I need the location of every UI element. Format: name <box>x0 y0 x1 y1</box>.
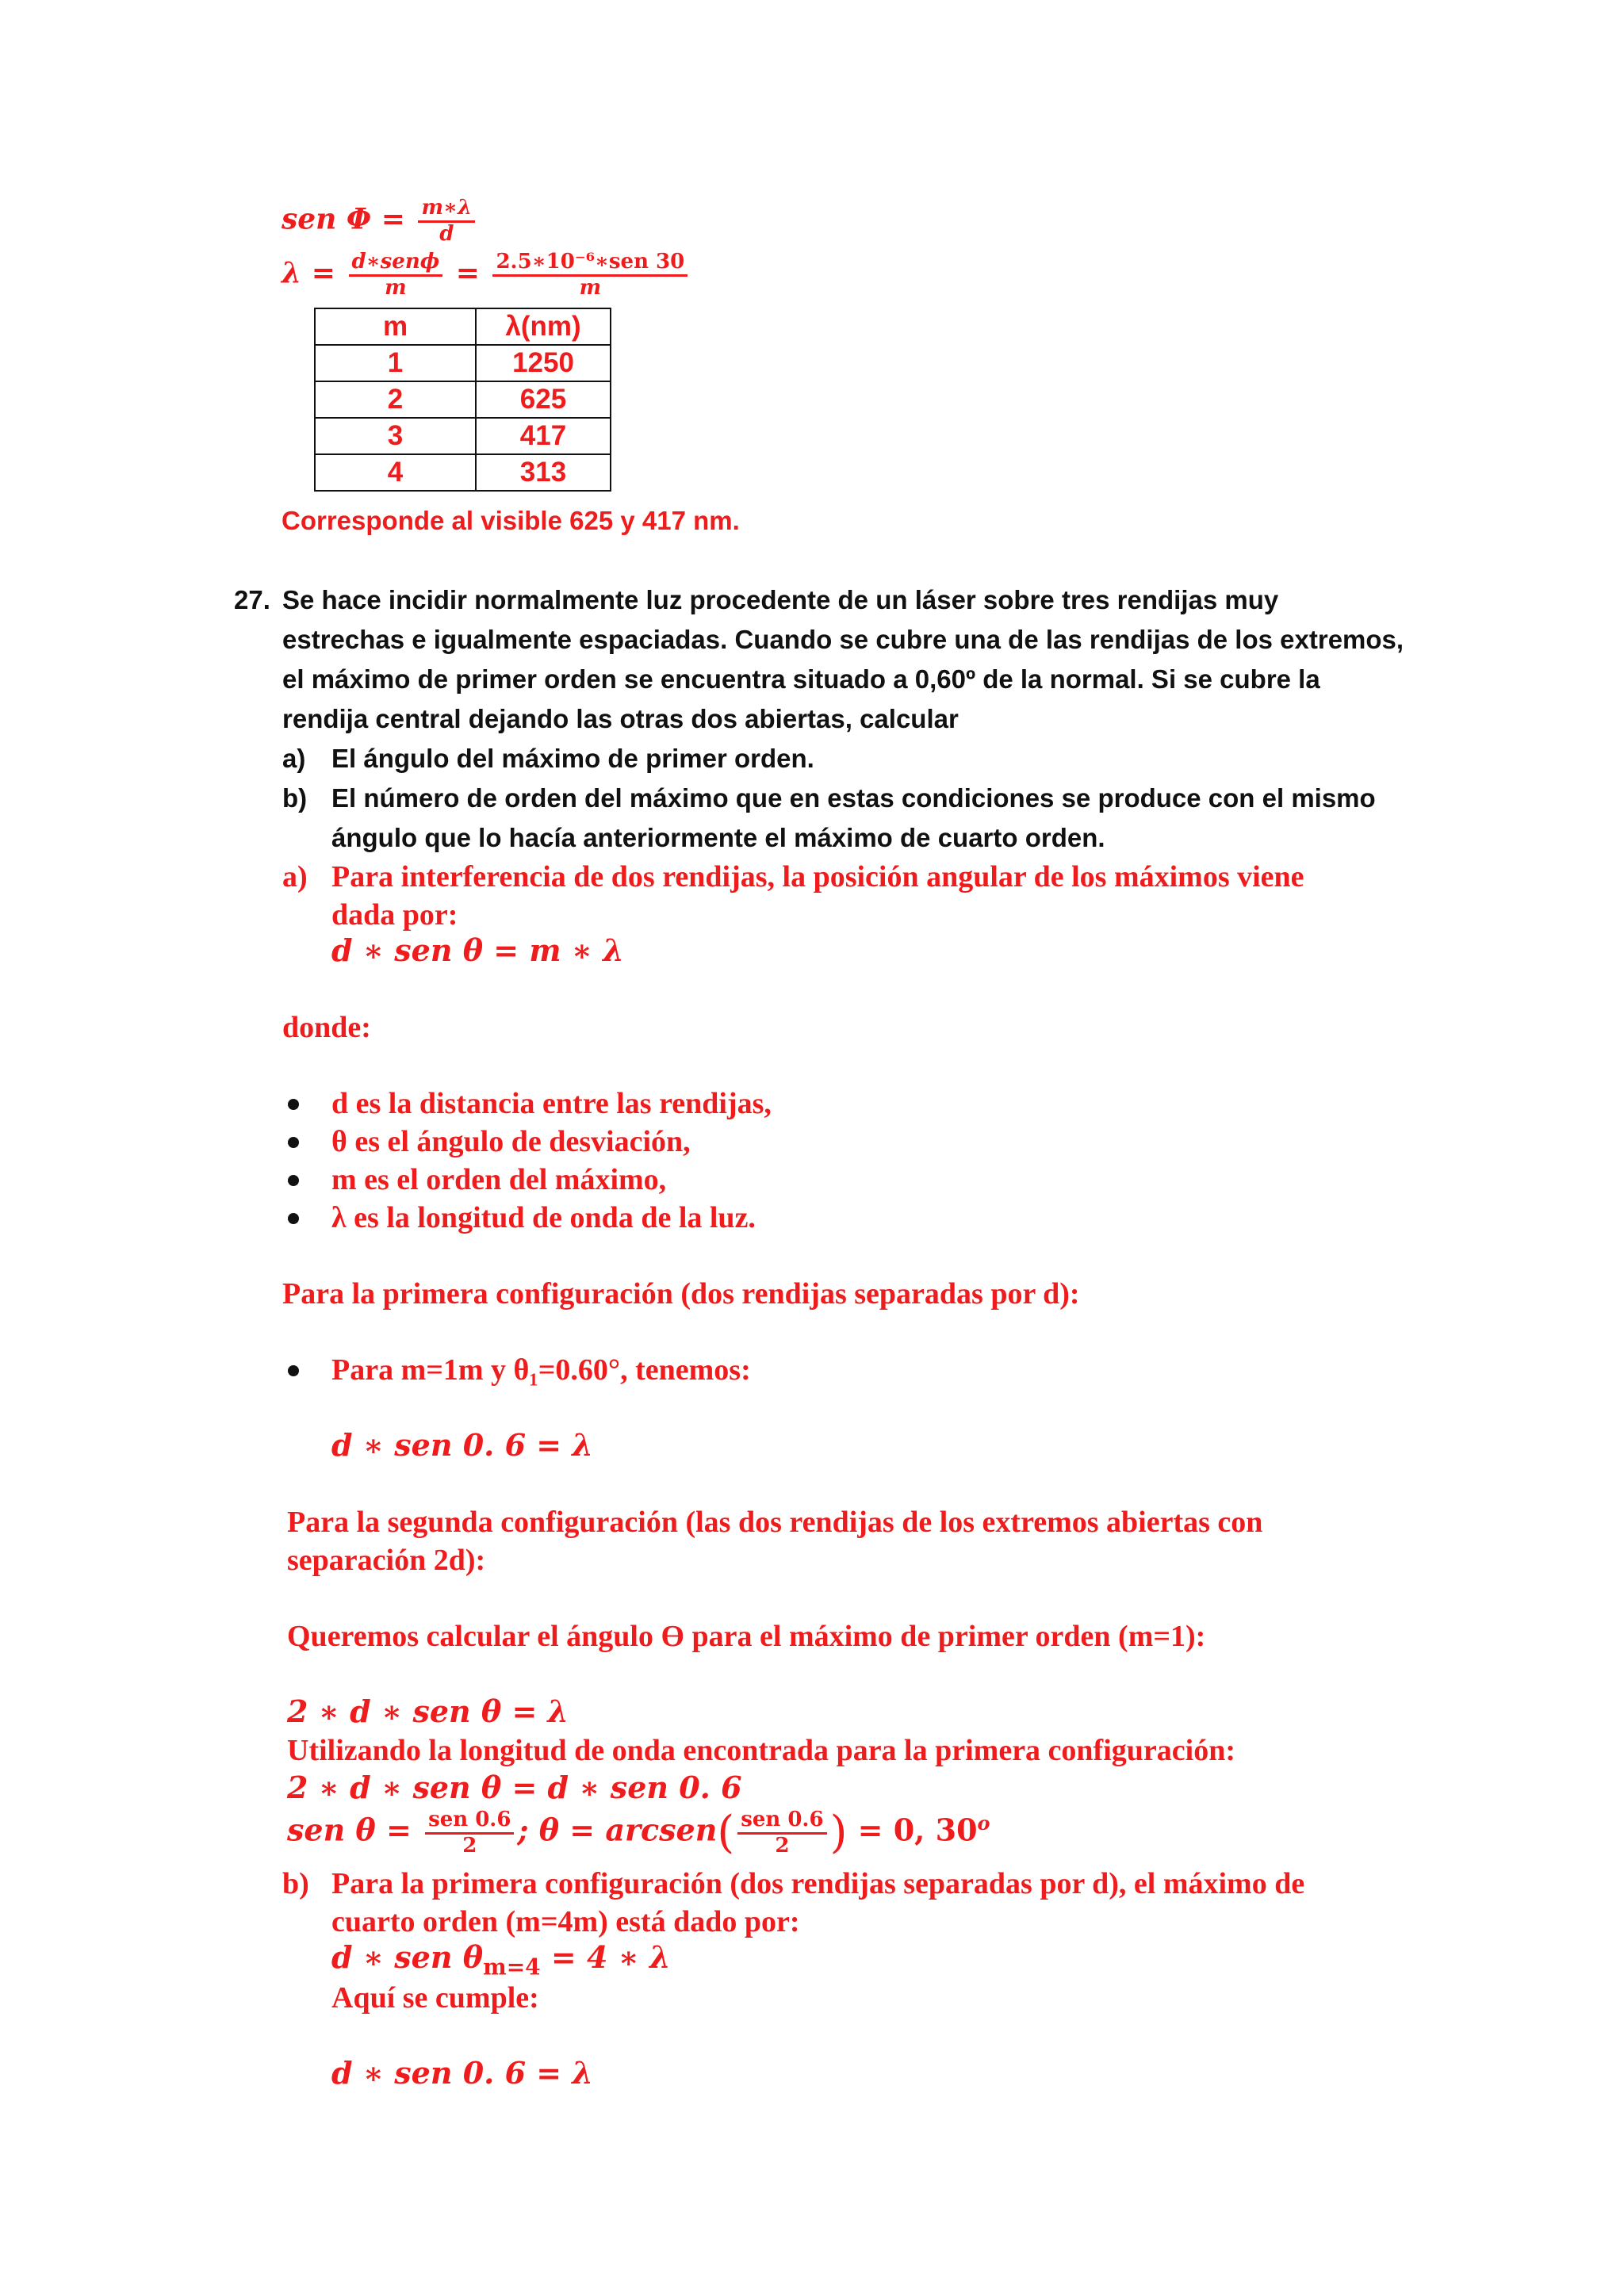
problem-number: 27. <box>234 585 270 614</box>
config2-line: Para la segunda configuración (las dos rendijas de los extremos abiertas con <box>287 1506 1263 1539</box>
fraction-numerator: sen 0.6 <box>425 1808 514 1835</box>
table-row <box>315 381 611 418</box>
fraction-numerator: m∗λ <box>418 197 475 223</box>
definition-item: θ es el ángulo de desviación, <box>331 1125 691 1158</box>
fraction-denominator: m <box>579 275 602 300</box>
definition-item: λ es la longitud de onda de la luz. <box>331 1201 756 1234</box>
table-cell: 2 <box>315 381 476 418</box>
equation-result-rhs: = 0, 30 <box>857 1812 978 1848</box>
formula-sen-phi <box>282 197 478 247</box>
equation-main: d ∗ sen θ = m ∗ λ <box>331 932 624 968</box>
table-row <box>315 418 611 454</box>
bullet-icon <box>288 1099 299 1110</box>
fraction <box>425 1808 514 1858</box>
open-paren-icon: ( <box>717 1807 735 1859</box>
table-cell: 625 <box>476 381 611 418</box>
question-label-a: a) <box>282 744 306 773</box>
solution-label-a: a) <box>282 860 308 894</box>
fraction-numerator: d∗senϕ <box>349 251 443 277</box>
solution-label-b: b) <box>282 1867 309 1900</box>
want-line: Queremos calcular el ángulo Ө para el máximo de primer orden (m=1): <box>287 1620 1206 1653</box>
question-line: ángulo que lo hacía anteriormente el máximo de cuarto orden. <box>331 823 1105 852</box>
problem-line: Se hace incidir normalmente luz procedente de un láser sobre tres rendijas muy <box>282 585 1279 614</box>
equation-b <box>331 1939 671 1980</box>
problem-line: el máximo de primer orden se encuentra situado a 0,60º de la normal. Si se cubre la <box>282 664 1320 694</box>
solution-line: dada por: <box>331 898 458 932</box>
table-row <box>315 345 611 381</box>
fraction-numerator: 2.5∗10⁻⁶∗sen 30 <box>492 251 688 277</box>
donde-label: donde: <box>282 1011 371 1044</box>
equation-b-lhs: d ∗ sen θ <box>331 1939 484 1975</box>
close-paren-icon: ) <box>829 1807 848 1859</box>
table-cell: 1250 <box>476 345 611 381</box>
fraction <box>418 197 475 247</box>
equation-2d: 2 ∗ d ∗ sen θ = λ <box>287 1693 569 1729</box>
equation-config1: d ∗ sen 0. 6 = λ <box>331 1427 593 1463</box>
fraction <box>737 1808 826 1858</box>
fraction-denominator: d <box>439 221 454 246</box>
table-cell: 4 <box>315 454 476 491</box>
table-cell: 1 <box>315 345 476 381</box>
solution-line: Para interferencia de dos rendijas, la posición angular de los máximos viene <box>331 860 1304 894</box>
bullet-icon <box>288 1175 299 1186</box>
fraction-denominator: m <box>385 275 407 300</box>
degree-superscript: o <box>977 1812 990 1835</box>
wavelength-table <box>314 308 611 492</box>
solution-b-line: Para la primera configuración (dos rendijas separadas por d), el máximo de <box>331 1867 1305 1900</box>
formula-sen-phi-lhs: sen Φ = <box>282 202 405 236</box>
table-header-lambda: λ(nm) <box>476 308 611 345</box>
definition-item: d es la distancia entre las rendijas, <box>331 1087 772 1120</box>
using-line: Utilizando la longitud de onda encontrada para la primera configuración: <box>287 1734 1235 1767</box>
table-header-m: m <box>315 308 476 345</box>
table-header-row <box>315 308 611 345</box>
fraction-numerator: sen 0.6 <box>737 1808 826 1835</box>
problem-line: rendija central dejando las otras dos abiertas, calcular <box>282 704 959 733</box>
config1-heading: Para la primera configuración (dos rendijas separadas por d): <box>282 1277 1080 1311</box>
bullet-icon <box>288 1213 299 1224</box>
fraction <box>349 251 443 300</box>
equation-b-subscript: m=4 <box>483 1954 541 1980</box>
visible-note: Corresponde al visible 625 y 417 nm. <box>282 506 740 535</box>
definition-item: m es el orden del máximo, <box>331 1163 667 1196</box>
formula-lambda <box>282 251 691 300</box>
bullet-icon <box>288 1365 299 1376</box>
bullet-icon <box>288 1137 299 1148</box>
equation-result-mid: ; θ = arcsen <box>517 1812 718 1848</box>
equals-sign: = <box>455 256 480 290</box>
question-label-b: b) <box>282 783 308 813</box>
solution-b-line: cuarto orden (m=4m) está dado por: <box>331 1905 800 1938</box>
fraction-denominator: 2 <box>775 1833 790 1858</box>
aqui-line: Aquí se cumple: <box>331 1981 539 2015</box>
table-cell: 313 <box>476 454 611 491</box>
problem-line: estrechas e igualmente espaciadas. Cuando se cubre una de las rendijas de los extremos, <box>282 625 1404 654</box>
equation-2d-b: 2 ∗ d ∗ sen θ = d ∗ sen 0. 6 <box>287 1770 742 1805</box>
table-row <box>315 454 611 491</box>
equation-final: d ∗ sen 0. 6 = λ <box>331 2055 593 2091</box>
question-line: El ángulo del máximo de primer orden. <box>331 744 814 773</box>
question-line: El número de orden del máximo que en estas condiciones se produce con el mismo <box>331 783 1376 813</box>
config2-line: separación 2d): <box>287 1544 486 1577</box>
fraction-denominator: 2 <box>462 1833 477 1858</box>
equation-b-rhs: = 4 ∗ λ <box>550 1939 671 1975</box>
equation-result-lhs: sen θ = <box>287 1812 412 1848</box>
fraction <box>492 251 688 300</box>
equation-result <box>287 1800 990 1858</box>
formula-lambda-lhs: λ = <box>282 256 335 290</box>
table-cell: 417 <box>476 418 611 454</box>
config1-bullet: Para m=1m y θ₁=0.60°, tenemos: <box>331 1353 751 1387</box>
table-cell: 3 <box>315 418 476 454</box>
